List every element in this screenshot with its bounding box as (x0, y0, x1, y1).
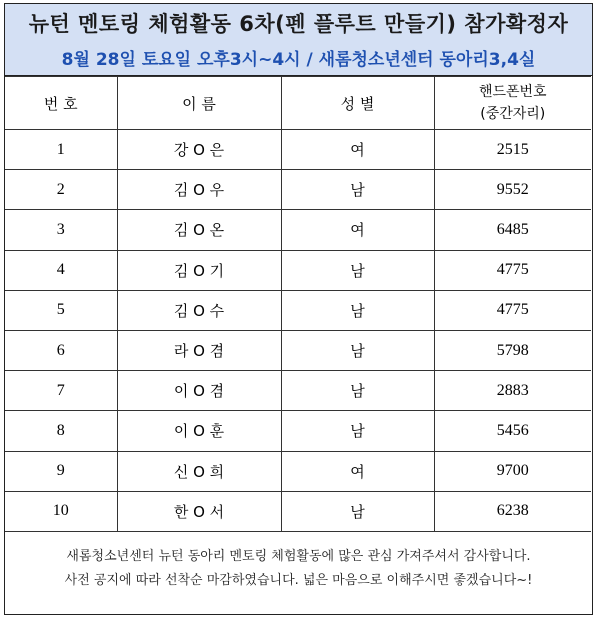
event-schedule: 8월 28일 토요일 오후3시~4시 / 새롬청소년센터 동아리3,4실 (61, 50, 536, 70)
table-row (5, 170, 591, 210)
column-header-number: 번 호 (5, 77, 117, 130)
footer-notice (5, 545, 592, 593)
row-number: 1 (5, 130, 117, 170)
footer-thanks-line: 새롬청소년센터 뉴턴 동아리 멘토링 체험활동에 많은 관심 가져주셔서 감사합니다. (66, 549, 531, 564)
row-gender: 남 (281, 330, 434, 370)
table-row (5, 491, 591, 531)
row-gender: 남 (281, 491, 434, 531)
row-name: 강 O 은 (117, 130, 281, 170)
row-number: 3 (5, 210, 117, 250)
table-row (5, 411, 591, 451)
row-number: 4 (5, 250, 117, 290)
row-gender: 여 (281, 451, 434, 491)
row-name: 김 O 온 (117, 210, 281, 250)
row-name: 이 O 훈 (117, 411, 281, 451)
page-title: 뉴턴 멘토링 체험활동 6차(펜 플루트 만들기) 참가확정자 (28, 12, 569, 36)
table-row (5, 371, 591, 411)
row-number: 6 (5, 330, 117, 370)
row-phone: 5798 (434, 330, 591, 370)
row-name: 라 O 겸 (117, 330, 281, 370)
row-gender: 남 (281, 290, 434, 330)
table-row (5, 130, 591, 170)
row-name: 신 O 희 (117, 451, 281, 491)
row-gender: 남 (281, 250, 434, 290)
row-gender: 남 (281, 170, 434, 210)
table-row (5, 451, 591, 491)
row-phone: 9700 (434, 451, 591, 491)
row-number: 2 (5, 170, 117, 210)
row-phone: 4775 (434, 290, 591, 330)
row-number: 5 (5, 290, 117, 330)
row-name: 김 O 기 (117, 250, 281, 290)
row-number: 7 (5, 371, 117, 411)
row-name: 김 O 수 (117, 290, 281, 330)
header-banner (5, 4, 592, 76)
column-header-gender: 성 별 (281, 77, 434, 130)
row-phone: 4775 (434, 250, 591, 290)
row-gender: 여 (281, 130, 434, 170)
row-name: 김 O 우 (117, 170, 281, 210)
row-number: 9 (5, 451, 117, 491)
notice-frame (4, 3, 593, 615)
row-number: 10 (5, 491, 117, 531)
row-phone: 6238 (434, 491, 591, 531)
row-phone: 2883 (434, 371, 591, 411)
table-row (5, 250, 591, 290)
row-phone: 5456 (434, 411, 591, 451)
table-row (5, 210, 591, 250)
row-gender: 여 (281, 210, 434, 250)
row-name: 이 O 겸 (117, 371, 281, 411)
phone-header-sublabel: (중간자리) (480, 106, 546, 122)
table-row (5, 330, 591, 370)
row-gender: 남 (281, 411, 434, 451)
row-phone: 9552 (434, 170, 591, 210)
table-header-row (5, 77, 591, 130)
column-header-phone (434, 77, 591, 130)
phone-header-label: 핸드폰번호 (478, 84, 547, 100)
row-phone: 6485 (434, 210, 591, 250)
participant-table (5, 76, 591, 532)
row-gender: 남 (281, 371, 434, 411)
column-header-name: 이 름 (117, 77, 281, 130)
footer-closing-line: 사전 공지에 따라 선착순 마감하였습니다. 넓은 마음으로 이해주시면 좋겠습니다~! (64, 573, 533, 588)
table-row (5, 290, 591, 330)
row-phone: 2515 (434, 130, 591, 170)
row-name: 한 O 서 (117, 491, 281, 531)
row-number: 8 (5, 411, 117, 451)
